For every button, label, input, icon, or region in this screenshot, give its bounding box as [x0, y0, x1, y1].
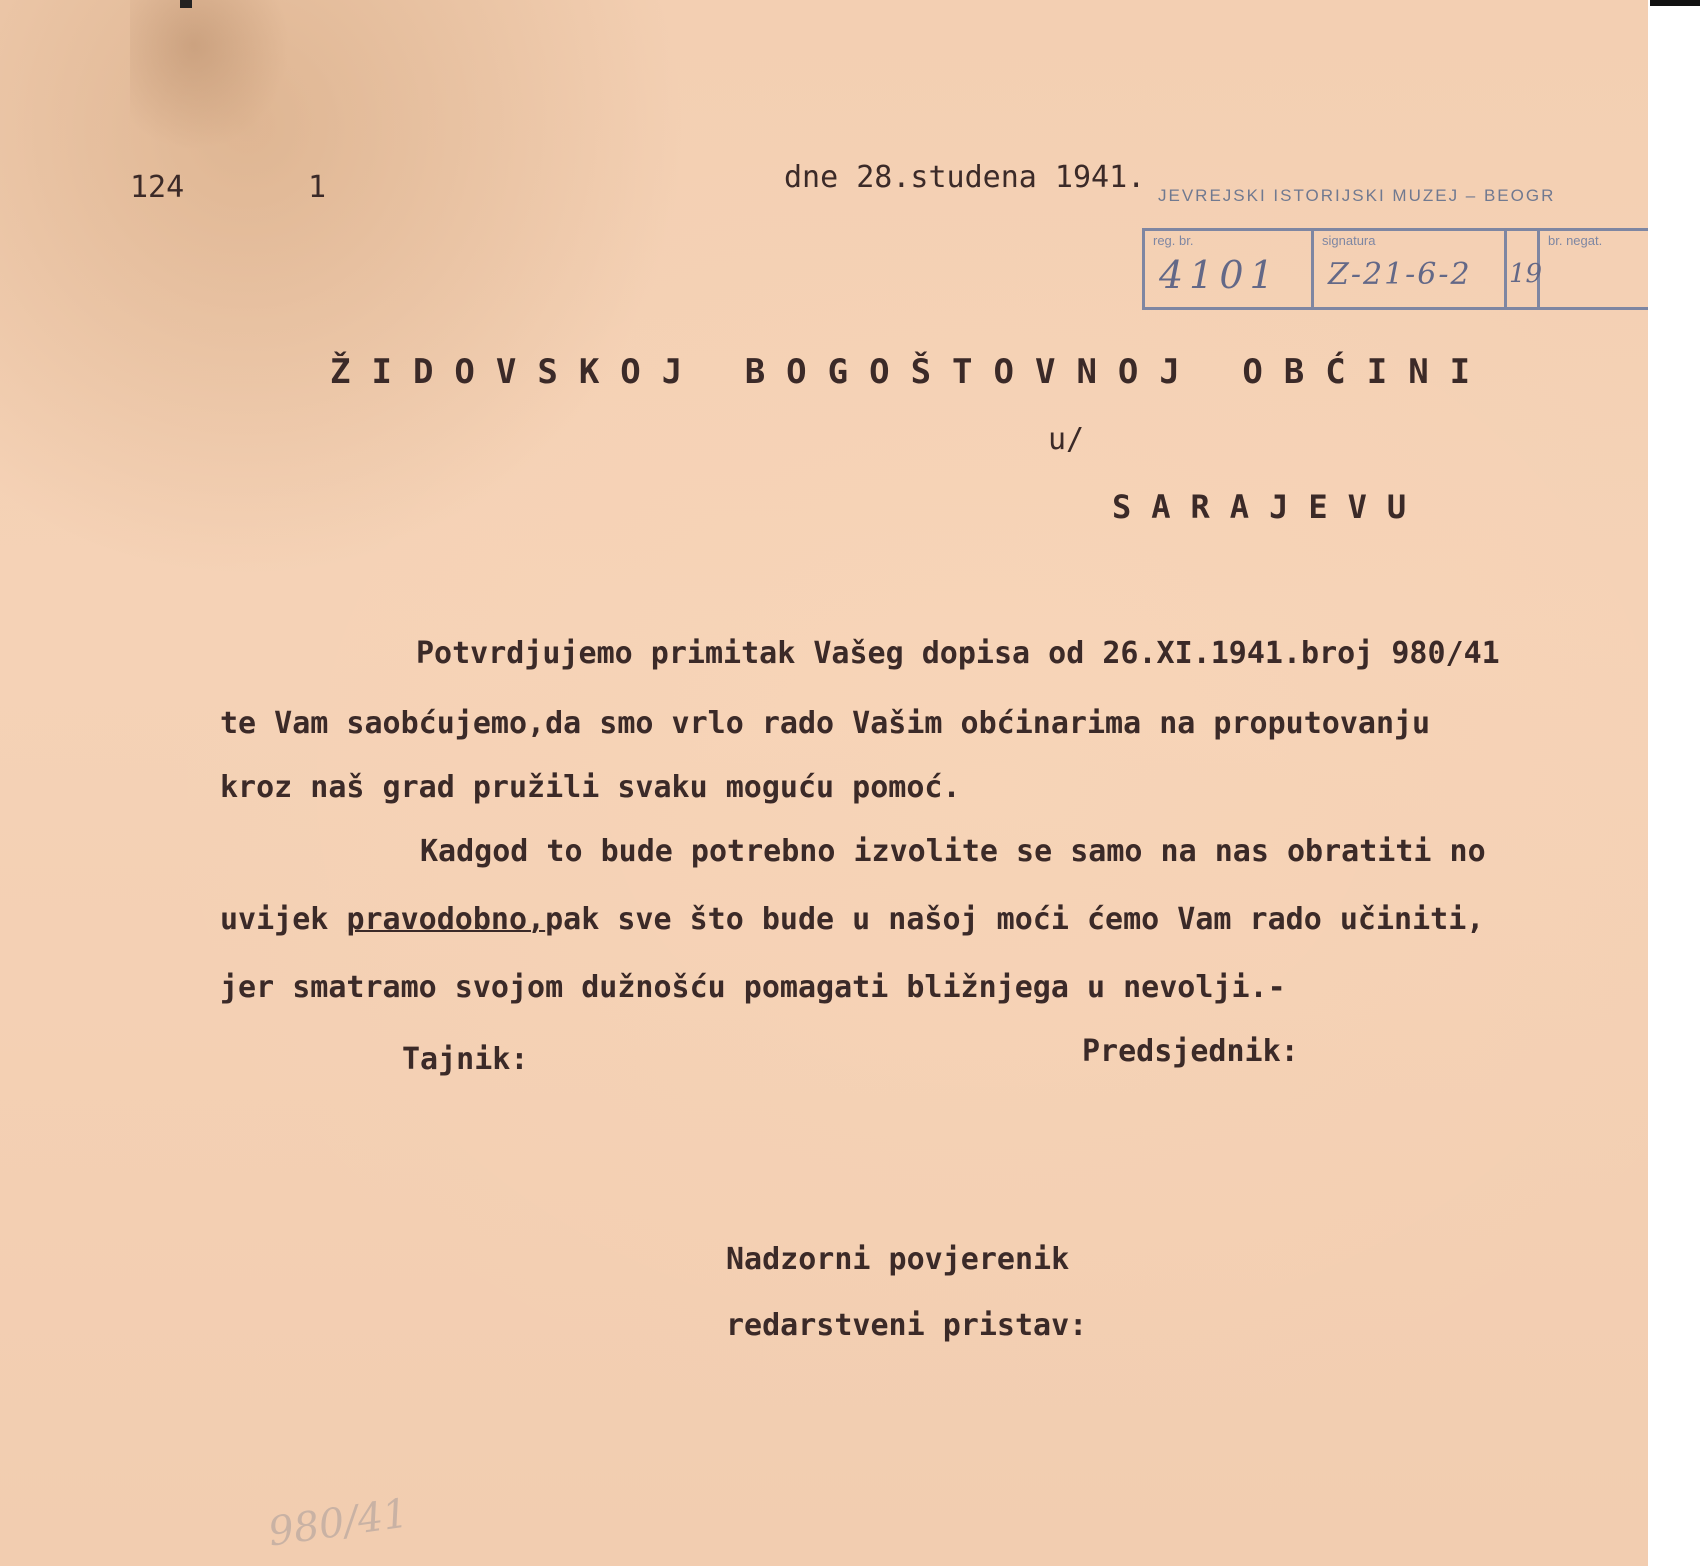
addressee-preposition: u/ [1048, 422, 1085, 457]
scan-mark [180, 0, 192, 8]
stamp-label-signature: signatura [1322, 233, 1376, 248]
reference-number: 124 [130, 170, 185, 205]
supervisor-line-2: redarstveni pristav: [726, 1308, 1088, 1343]
stamp-cell-signature [1314, 231, 1507, 307]
scan-margin [1648, 0, 1700, 1566]
body-line-6: jer smatramo svojom dužnošću pomagati bližnjega u nevolji.- [220, 970, 1286, 1005]
stamp-label-reg: reg. br. [1153, 233, 1194, 248]
underlined-word: pravodobno, [346, 902, 546, 937]
body-line-5-start: uvijek [220, 902, 347, 937]
body-line-5-end: pak sve što bude u našoj moći ćemo Vam rado učiniti, [545, 902, 1485, 937]
archive-stamp-header: JEVREJSKI ISTORIJSKI MUZEJ – BEOGR [1158, 186, 1556, 205]
stamp-value-reg: 4101 [1159, 253, 1280, 297]
body-line-1: Potvrdjujemo primitak Vašeg dopisa od 26.XI.1941.broj 980/41 [416, 636, 1500, 671]
supervisor-line-1: Nadzorni povjerenik [726, 1242, 1070, 1277]
archive-stamp [1142, 228, 1649, 310]
body-line-3: kroz naš grad pružili svaku moguću pomoć. [220, 770, 961, 805]
paper-stain [130, 0, 290, 150]
sheet-number: 1 [308, 170, 327, 205]
addressee: ŽIDOVSKOJ BOGOŠTOVNOJ OBĆINI [330, 352, 1492, 392]
scan-border [1650, 0, 1700, 6]
stamp-label-negative: br. negat. [1548, 233, 1603, 248]
president-label: Predsjednik: [1082, 1034, 1299, 1069]
stamp-value-page: 19 [1509, 259, 1543, 289]
stamp-cell-negative [1540, 231, 1649, 307]
body-line-4: Kadgod to bude potrebno izvolite se samo na nas obratiti no [420, 834, 1486, 869]
body-line-5 [220, 902, 1484, 937]
stamp-cell-reg [1145, 231, 1314, 307]
body-line-2: te Vam saobćujemo,da smo vrlo rado Vašim obćinarima na proputovanju [220, 706, 1431, 741]
stamp-cell-page [1507, 231, 1543, 307]
addressee-city: SARAJEVU [1112, 488, 1427, 526]
handwritten-note: 980/41 [265, 1490, 412, 1556]
stamp-value-signature: Z-21-6-2 [1328, 257, 1472, 292]
date-line: dne 28.studena 1941. [784, 160, 1146, 195]
secretary-label: Tajnik: [402, 1042, 529, 1077]
